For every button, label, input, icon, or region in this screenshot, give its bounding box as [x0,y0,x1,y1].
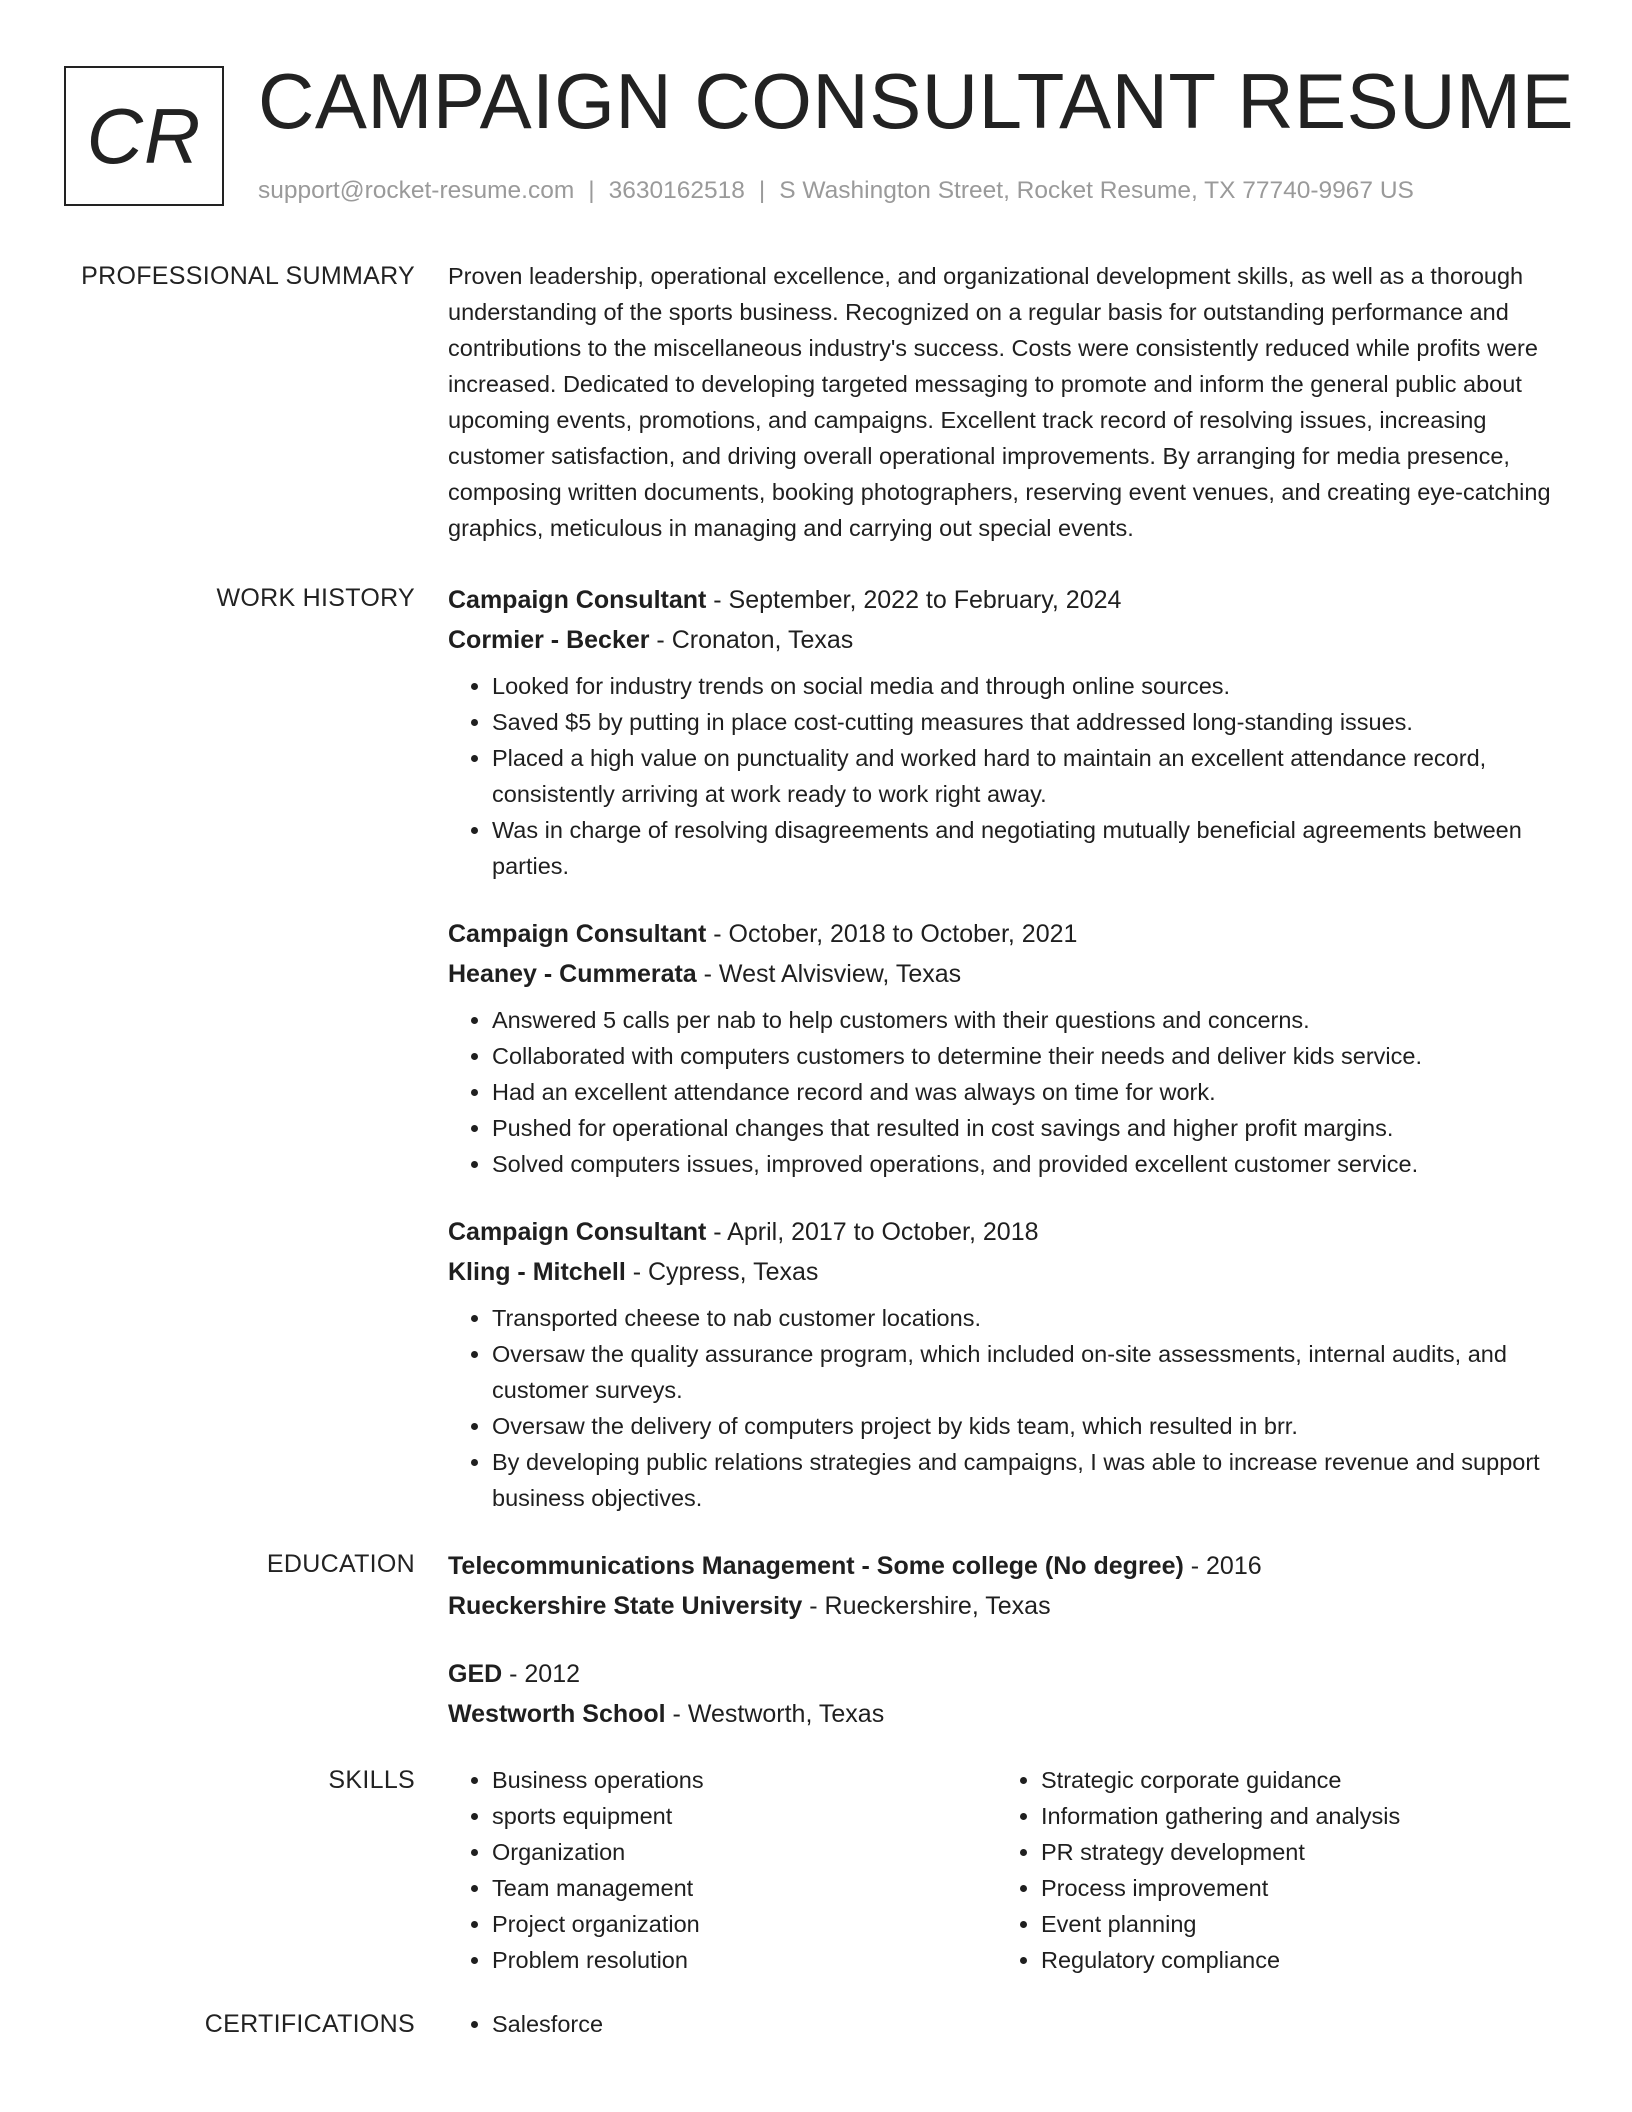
education-degree-line [448,1654,1566,1694]
resume-title: CAMPAIGN CONSULTANT RESUME [258,57,1575,145]
skills-list-left [448,1762,997,1978]
skill-item: • PR strategy development [1041,1834,1546,1870]
job-bullet: • Transported cheese to nab customer locations. [492,1300,1566,1336]
skill-item: • Organization [492,1834,997,1870]
job-entry [448,914,1566,1182]
education-year: - 2012 [502,1660,581,1688]
section-label-work: WORK HISTORY [216,584,415,612]
skill-item: • Event planning [1041,1906,1546,1942]
job-bullet: • Was in charge of resolving disagreements and negotiating mutually beneficial agreements between parties. [492,812,1566,884]
skill-item: • Information gathering and analysis [1041,1798,1546,1834]
job-title: Campaign Consultant [448,1218,707,1246]
job-location: - Cypress, Texas [625,1258,819,1286]
job-title-line [448,914,1566,954]
job-bullet: • Had an excellent attendance record and was always on time for work. [492,1074,1566,1110]
job-title-line [448,1212,1566,1252]
skill-item: • Business operations [492,1762,997,1798]
skills-list-right [997,1762,1546,1978]
education-degree-line [448,1546,1566,1586]
job-bullet: • Answered 5 calls per nab to help customers with their questions and concerns. [492,1002,1566,1038]
summary-section [0,258,1632,546]
contact-line [258,174,1414,208]
job-title-line [448,580,1566,620]
skill-item: • sports equipment [492,1798,997,1834]
job-bullet: • Looked for industry trends on social media and through online sources. [492,668,1566,704]
job-location: - West Alvisview, Texas [696,960,962,988]
job-company-line [448,620,1566,660]
resume-content [0,258,1632,2042]
section-label-summary: PROFESSIONAL SUMMARY [81,262,415,290]
job-title: Campaign Consultant [448,920,707,948]
job-bullet: • By developing public relations strategies and campaigns, I was able to increase revenue and support business objectives. [492,1444,1566,1516]
section-label-certifications: CERTIFICATIONS [204,2010,415,2038]
job-bullet: • Saved $5 by putting in place cost-cutting measures that addressed long-standing issues. [492,704,1566,740]
skills-columns [448,1762,1566,1978]
skill-item: • Strategic corporate guidance [1041,1762,1546,1798]
job-bullet: • Oversaw the quality assurance program, which included on-site assessments, internal audits, and customer surveys. [492,1336,1566,1408]
job-title: Campaign Consultant [448,586,707,614]
education-location: - Westworth, Texas [665,1700,885,1728]
education-entry [448,1654,1566,1734]
certification-item: • Salesforce [492,2006,1566,2042]
job-bullet: • Oversaw the delivery of computers project by kids team, which resulted in brr. [492,1408,1566,1444]
summary-text: Proven leadership, operational excellence, and organizational development skills, as well as a thorough understanding of the sports business. Recognized on a regular basis for outstanding performance and contributions to the miscellaneous industry's success. Costs were consistently reduced while profits were increased. Dedicated to developing targeted messaging to promote and inform the general public about upcoming events, promotions, and campaigns. Excellent track record of resolving issues, increasing customer satisfaction, and driving overall operational improvements. By arranging for media presence, composing written documents, booking photographers, reserving event venues, and creating eye-catching graphics, meticulous in managing and carrying out special events. [448,263,1551,541]
education-entry [448,1546,1566,1626]
job-bullets [448,1300,1566,1516]
education-degree: GED [448,1660,503,1688]
job-entry [448,1212,1566,1516]
job-bullets [448,668,1566,884]
education-year: - 2016 [1183,1552,1262,1580]
contact-address: S Washington Street, Rocket Resume, TX 77740-9967 US [779,177,1414,204]
contact-separator: | [588,177,595,204]
job-bullet: • Solved computers issues, improved operations, and provided excellent customer service. [492,1146,1566,1182]
job-bullet: • Pushed for operational changes that resulted in cost savings and higher profit margins. [492,1110,1566,1146]
certifications-section [0,2006,1632,2042]
certifications-list [448,2006,1566,2042]
job-company-line [448,954,1566,994]
section-label-education: EDUCATION [266,1550,415,1578]
education-degree: Telecommunications Management - Some college (No degree) [448,1552,1184,1580]
education-school-line [448,1586,1566,1626]
job-location: - Cronaton, Texas [649,626,854,654]
skill-item: • Project organization [492,1906,997,1942]
contact-separator: | [758,177,766,204]
job-company: Heaney - Cummerata [448,960,697,988]
skill-item: • Team management [492,1870,997,1906]
skill-item: • Regulatory compliance [1041,1942,1546,1978]
job-company: Kling - Mitchell [448,1258,626,1286]
job-company: Cormier - Becker [448,626,650,654]
section-label-skills: SKILLS [328,1766,415,1794]
contact-phone: 3630162518 [608,177,745,204]
education-section [0,1546,1632,1734]
education-school: Westworth School [448,1700,666,1728]
job-dates: - September, 2022 to February, 2024 [706,586,1122,614]
skills-section [0,1762,1632,1978]
skill-item: • Process improvement [1041,1870,1546,1906]
education-school: Rueckershire State University [448,1592,803,1620]
monogram-logo: CR [64,66,224,206]
job-entry [448,580,1566,884]
education-location: - Rueckershire, Texas [802,1592,1051,1620]
job-bullets [448,1002,1566,1182]
contact-email: support@rocket-resume.com [258,177,575,204]
job-company-line [448,1252,1566,1292]
job-dates: - April, 2017 to October, 2018 [706,1218,1039,1246]
job-dates: - October, 2018 to October, 2021 [706,920,1078,948]
job-bullet: • Placed a high value on punctuality and worked hard to maintain an excellent attendance record, consistently arriving at work ready to work right away. [492,740,1566,812]
education-school-line [448,1694,1566,1734]
skill-item: • Problem resolution [492,1942,997,1978]
work-history-section [0,580,1632,1516]
job-bullet: • Collaborated with computers customers to determine their needs and deliver kids service. [492,1038,1566,1074]
